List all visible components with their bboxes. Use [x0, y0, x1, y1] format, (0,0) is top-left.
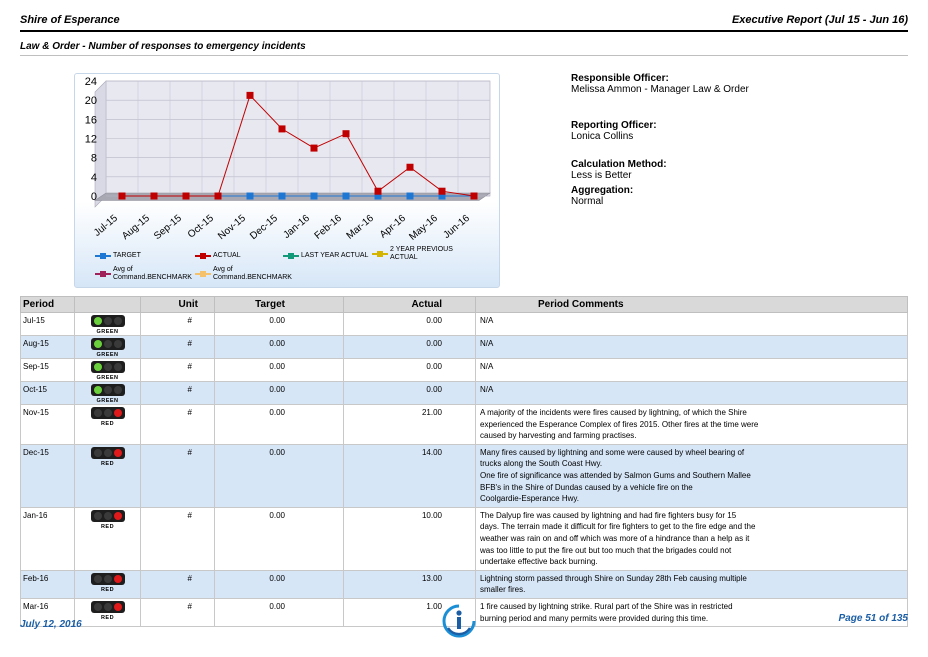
comment-line: N/A — [480, 339, 494, 348]
aggregation-value: Normal — [571, 196, 604, 207]
status-label: GREEN — [96, 329, 119, 335]
legend-swatch-icon — [195, 255, 211, 257]
comment-line: was too little to put the fire out but too much that the brigades could not — [480, 545, 732, 555]
data-point — [375, 188, 382, 195]
legend-item — [95, 266, 193, 282]
unit-cell: # — [141, 405, 215, 445]
data-point — [151, 193, 158, 200]
y-tick-label: 16 — [84, 114, 97, 127]
x-tick-label: Jan-16 — [281, 212, 312, 241]
legend-item — [195, 252, 241, 260]
period-cell: Jan-16 — [21, 507, 75, 570]
comment-line: Coolgardie-Esperance Hwy. — [480, 494, 580, 504]
table-row — [21, 405, 908, 445]
comment-line: caused by harvesting and farming practises. — [480, 431, 637, 441]
y-tick-label: 0 — [90, 191, 97, 203]
table-row — [21, 313, 908, 336]
actual-cell: 10.00 — [344, 507, 476, 570]
period-cell: Dec-15 — [21, 444, 75, 507]
company-logo-icon — [440, 604, 478, 638]
header-rule — [20, 30, 908, 32]
unit-cell: # — [141, 313, 215, 336]
traffic-light-icon — [91, 407, 125, 425]
target-cell: 0.00 — [215, 405, 344, 445]
target-cell: 0.00 — [215, 336, 344, 359]
legend-label: ACTUAL — [213, 252, 241, 259]
data-point — [279, 125, 286, 132]
target-cell: 0.00 — [215, 598, 344, 626]
target-cell: 0.00 — [215, 359, 344, 382]
actual-cell: 14.00 — [344, 444, 476, 507]
status-label: RED — [100, 586, 115, 593]
calculation-method — [571, 159, 667, 181]
subtitle-rule — [20, 55, 908, 56]
aggregation — [571, 185, 633, 207]
target-cell: 0.00 — [215, 382, 344, 405]
unit-cell: # — [141, 382, 215, 405]
legend-swatch-icon — [372, 253, 388, 255]
data-point — [311, 193, 318, 200]
x-tick-label: Apr-16 — [377, 212, 408, 241]
legend-label: LAST YEAR ACTUAL — [301, 252, 369, 259]
reporting-officer — [571, 120, 657, 142]
status-cell — [75, 444, 141, 507]
comment-cell — [476, 405, 908, 445]
comment-line: experienced the Esperance Complex of fires 2015. Other fires at the time were — [480, 419, 759, 429]
period-cell: Mar-16 — [21, 598, 75, 626]
target-cell: 0.00 — [215, 313, 344, 336]
table-row — [21, 507, 908, 570]
table-row — [21, 570, 908, 598]
legend-label: 2 YEAR PREVIOUS ACTUAL — [390, 246, 453, 261]
period-cell: Oct-15 — [21, 382, 75, 405]
status-label: GREEN — [96, 375, 119, 381]
data-point — [215, 193, 222, 200]
comment-line: A majority of the incidents were fires caused by lightning, of which the Shire — [480, 408, 747, 417]
traffic-light-icon — [91, 573, 125, 591]
status-cell — [75, 405, 141, 445]
status-cell — [75, 598, 141, 626]
comment-cell — [476, 444, 908, 507]
period-cell: Jul-15 — [21, 313, 75, 336]
legend-item — [95, 252, 141, 260]
col-period: Period — [21, 297, 75, 313]
period-cell: Aug-15 — [21, 336, 75, 359]
legend-swatch-icon — [195, 273, 211, 275]
data-point — [407, 164, 414, 171]
unit-cell: # — [141, 359, 215, 382]
table-row — [21, 382, 908, 405]
traffic-light-icon — [91, 447, 125, 465]
legend-item — [372, 246, 470, 262]
legend-label: Avg of Command.BENCHMARK — [113, 266, 192, 281]
data-point — [439, 188, 446, 195]
status-cell — [75, 336, 141, 359]
comment-line: Many fires caused by lightning and some were caused by wheel bearing of — [480, 447, 745, 457]
comment-cell — [476, 313, 908, 336]
traffic-light-icon — [91, 315, 125, 333]
comment-line: The Dalyup fire was caused by lightning and had fire fighters busy for 15 — [480, 510, 737, 520]
x-tick-label: Sep-15 — [152, 212, 184, 243]
comment-line: days. The terrain made it difficult for fire fighters to get to the fire edge and the — [480, 522, 756, 532]
status-cell — [75, 359, 141, 382]
unit-cell: # — [141, 598, 215, 626]
footer-page-number: Page 51 of 135 — [838, 613, 908, 624]
comment-line: trucks along the South Coast Hwy. — [480, 459, 603, 469]
actual-cell: 0.00 — [344, 313, 476, 336]
y-tick-label: 4 — [90, 171, 97, 184]
col-comments: Period Comments — [476, 297, 908, 313]
status-label: RED — [100, 460, 115, 467]
legend-item — [195, 266, 293, 282]
traffic-light-icon — [91, 338, 125, 356]
period-table — [20, 296, 908, 627]
responsible-officer — [571, 73, 749, 95]
data-point — [471, 193, 478, 200]
data-point — [119, 193, 126, 200]
table-row — [21, 359, 908, 382]
data-point — [247, 92, 254, 99]
comment-cell — [476, 570, 908, 598]
data-point — [343, 130, 350, 137]
data-point — [343, 193, 350, 200]
comment-line: N/A — [480, 362, 494, 371]
unit-cell: # — [141, 444, 215, 507]
status-label: RED — [100, 421, 115, 427]
line-chart — [75, 74, 501, 249]
unit-cell: # — [141, 507, 215, 570]
x-tick-label: Jun-16 — [441, 212, 472, 241]
calculation-method-value: Less is Better — [571, 170, 632, 181]
traffic-light-icon — [91, 510, 125, 528]
x-tick-label: Nov-15 — [216, 212, 248, 243]
comment-line: N/A — [480, 316, 494, 325]
actual-cell: 0.00 — [344, 382, 476, 405]
status-label: GREEN — [96, 398, 119, 404]
period-cell: Sep-15 — [21, 359, 75, 382]
data-point — [407, 193, 414, 200]
col-target: Target — [215, 297, 344, 313]
col-status — [75, 297, 141, 313]
col-unit: Unit — [141, 297, 215, 313]
target-cell: 0.00 — [215, 507, 344, 570]
chart-legend — [75, 246, 501, 288]
comment-cell — [476, 507, 908, 570]
x-tick-label: May-16 — [407, 212, 440, 243]
comment-cell — [476, 382, 908, 405]
comment-line: smaller fires. — [480, 585, 526, 595]
traffic-light-icon — [91, 601, 125, 619]
comment-line: 1 fire caused by lightning strike. Rural part of the Shire was in restricted — [480, 601, 733, 611]
unit-cell: # — [141, 570, 215, 598]
legend-swatch-icon — [95, 273, 111, 275]
actual-cell: 21.00 — [344, 405, 476, 445]
status-cell — [75, 507, 141, 570]
comment-line: One fire of significance was attended by Salmon Gums and Southern Mallee — [480, 470, 751, 480]
x-tick-label: Dec-15 — [248, 212, 280, 243]
actual-cell: 13.00 — [344, 570, 476, 598]
traffic-light-icon — [91, 361, 125, 379]
calculation-method-label: Calculation Method: — [571, 159, 667, 170]
unit-cell: # — [141, 336, 215, 359]
comment-line: undertake effective back burning. — [480, 557, 598, 567]
reporting-officer-value: Lonica Collins — [571, 131, 634, 142]
comment-line: Lightning storm passed through Shire on Sunday 28th Feb causing multiple — [480, 573, 747, 583]
target-cell: 0.00 — [215, 570, 344, 598]
y-tick-label: 20 — [84, 95, 97, 108]
actual-cell: 0.00 — [344, 336, 476, 359]
y-tick-label: 8 — [90, 152, 97, 165]
status-cell — [75, 570, 141, 598]
x-tick-label: Jul-15 — [91, 212, 120, 239]
legend-swatch-icon — [95, 255, 111, 257]
responsible-officer-value: Melissa Ammon - Manager Law & Order — [571, 84, 749, 95]
period-cell: Nov-15 — [21, 405, 75, 445]
x-tick-label: Feb-16 — [312, 212, 344, 242]
comment-line: BFB's in the Shire of Dundas caused by a vehicle fire on the — [480, 482, 693, 492]
table-row — [21, 336, 908, 359]
comment-line: N/A — [480, 385, 494, 394]
org-name: Shire of Esperance — [20, 14, 120, 26]
comment-line: weather was rain on and off which was more of a hindrance than a help as it — [480, 533, 750, 543]
x-tick-label: Oct-15 — [185, 212, 216, 241]
data-point — [183, 193, 190, 200]
comment-cell — [476, 336, 908, 359]
x-tick-label: Aug-15 — [120, 212, 152, 243]
table-header-row — [21, 297, 908, 313]
y-tick-label: 12 — [84, 133, 97, 146]
period-cell: Feb-16 — [21, 570, 75, 598]
data-point — [311, 145, 318, 152]
data-point — [279, 193, 286, 200]
legend-label: TARGET — [113, 252, 141, 259]
reporting-officer-label: Reporting Officer: — [571, 120, 657, 131]
x-tick-label: Mar-16 — [344, 212, 376, 242]
comment-cell — [476, 359, 908, 382]
target-cell: 0.00 — [215, 444, 344, 507]
status-label: RED — [100, 523, 115, 530]
table-row — [21, 444, 908, 507]
status-label: GREEN — [96, 352, 119, 358]
aggregation-label: Aggregation: — [571, 185, 634, 196]
status-label: RED — [100, 614, 115, 621]
legend-swatch-icon — [283, 255, 299, 257]
data-point — [247, 193, 254, 200]
col-actual: Actual — [344, 297, 476, 313]
traffic-light-icon — [91, 384, 125, 402]
footer-date: July 12, 2016 — [20, 619, 82, 630]
actual-cell: 1.00 — [344, 598, 476, 626]
legend-label: Avg of Command.BENCHMARK — [213, 266, 292, 281]
page-subtitle: Law & Order - Number of responses to emergency incidents — [20, 41, 306, 52]
y-tick-label: 24 — [84, 76, 97, 88]
chart-panel — [74, 73, 500, 288]
status-cell — [75, 382, 141, 405]
legend-item — [283, 252, 368, 260]
actual-cell: 0.00 — [344, 359, 476, 382]
comment-line: burning period and many permits were provided during this time. — [480, 613, 709, 623]
responsible-officer-label: Responsible Officer: — [571, 73, 669, 84]
status-cell — [75, 313, 141, 336]
report-title: Executive Report (Jul 15 - Jun 16) — [731, 14, 908, 26]
